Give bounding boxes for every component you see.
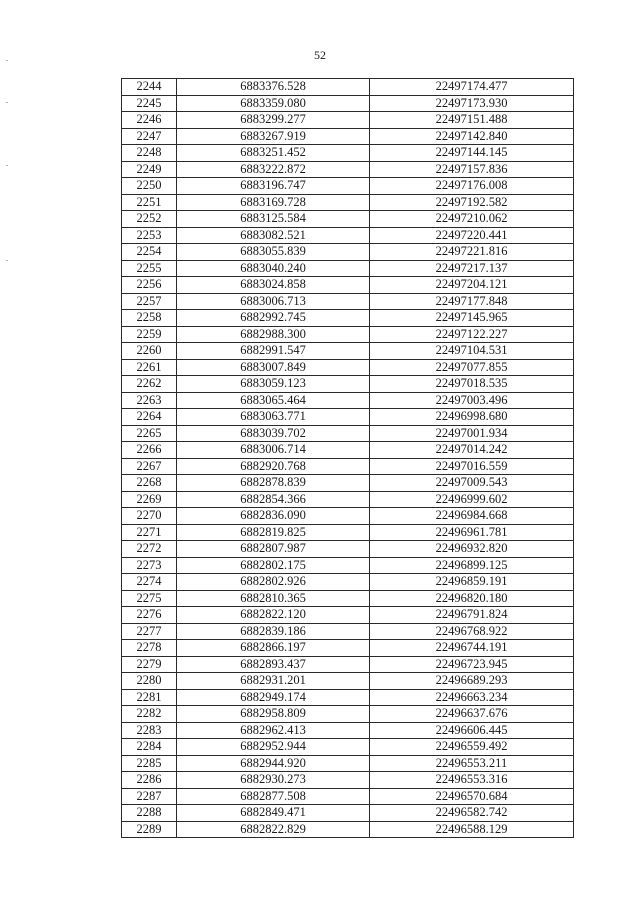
x-coordinate-cell: 6883125.584 <box>177 211 370 228</box>
table-row <box>122 227 574 244</box>
point-number-cell: 2271 <box>122 524 177 541</box>
y-coordinate-cell: 22496932.820 <box>370 541 574 558</box>
table-row <box>122 640 574 657</box>
point-number-cell: 2257 <box>122 293 177 310</box>
y-coordinate-cell: 22496820.180 <box>370 590 574 607</box>
scan-specks <box>6 60 10 280</box>
table-row <box>122 409 574 426</box>
x-coordinate-cell: 6882810.365 <box>177 590 370 607</box>
table-row <box>122 788 574 805</box>
x-coordinate-cell: 6883299.277 <box>177 112 370 129</box>
y-coordinate-cell: 22496899.125 <box>370 557 574 574</box>
point-number-cell: 2268 <box>122 475 177 492</box>
point-number-cell: 2261 <box>122 359 177 376</box>
y-coordinate-cell: 22497192.582 <box>370 194 574 211</box>
table-row <box>122 392 574 409</box>
x-coordinate-cell: 6883007.849 <box>177 359 370 376</box>
x-coordinate-cell: 6882962.413 <box>177 722 370 739</box>
x-coordinate-cell: 6882944.920 <box>177 755 370 772</box>
point-number-cell: 2281 <box>122 689 177 706</box>
y-coordinate-cell: 22497221.816 <box>370 244 574 261</box>
y-coordinate-cell: 22496637.676 <box>370 706 574 723</box>
table-row <box>122 277 574 294</box>
table-row <box>122 145 574 162</box>
x-coordinate-cell: 6882839.186 <box>177 623 370 640</box>
point-number-cell: 2264 <box>122 409 177 426</box>
point-number-cell: 2288 <box>122 805 177 822</box>
x-coordinate-cell: 6882849.471 <box>177 805 370 822</box>
table-row <box>122 161 574 178</box>
y-coordinate-cell: 22496588.129 <box>370 821 574 838</box>
x-coordinate-cell: 6882802.926 <box>177 574 370 591</box>
table-row <box>122 656 574 673</box>
x-coordinate-cell: 6882866.197 <box>177 640 370 657</box>
x-coordinate-cell: 6883196.747 <box>177 178 370 195</box>
y-coordinate-cell: 22496553.316 <box>370 772 574 789</box>
y-coordinate-cell: 22497104.531 <box>370 343 574 360</box>
point-number-cell: 2280 <box>122 673 177 690</box>
x-coordinate-cell: 6882920.768 <box>177 458 370 475</box>
table-row <box>122 326 574 343</box>
point-number-cell: 2262 <box>122 376 177 393</box>
x-coordinate-cell: 6883359.080 <box>177 95 370 112</box>
point-number-cell: 2250 <box>122 178 177 195</box>
y-coordinate-cell: 22496998.680 <box>370 409 574 426</box>
x-coordinate-cell: 6882807.987 <box>177 541 370 558</box>
x-coordinate-cell: 6883039.702 <box>177 425 370 442</box>
y-coordinate-cell: 22497220.441 <box>370 227 574 244</box>
point-number-cell: 2266 <box>122 442 177 459</box>
table-row <box>122 112 574 129</box>
x-coordinate-cell: 6883055.839 <box>177 244 370 261</box>
point-number-cell: 2284 <box>122 739 177 756</box>
y-coordinate-cell: 22496663.234 <box>370 689 574 706</box>
table-row <box>122 524 574 541</box>
table-row <box>122 805 574 822</box>
y-coordinate-cell: 22497174.477 <box>370 79 574 96</box>
point-number-cell: 2259 <box>122 326 177 343</box>
table-row <box>122 244 574 261</box>
y-coordinate-cell: 22496723.945 <box>370 656 574 673</box>
x-coordinate-cell: 6882992.745 <box>177 310 370 327</box>
x-coordinate-cell: 6883267.919 <box>177 128 370 145</box>
x-coordinate-cell: 6883006.714 <box>177 442 370 459</box>
table-row <box>122 541 574 558</box>
y-coordinate-cell: 22496984.668 <box>370 508 574 525</box>
y-coordinate-cell: 22496582.742 <box>370 805 574 822</box>
x-coordinate-cell: 6882877.508 <box>177 788 370 805</box>
point-number-cell: 2254 <box>122 244 177 261</box>
table-row <box>122 821 574 838</box>
y-coordinate-cell: 22497177.848 <box>370 293 574 310</box>
x-coordinate-cell: 6882893.437 <box>177 656 370 673</box>
x-coordinate-cell: 6882878.839 <box>177 475 370 492</box>
x-coordinate-cell: 6883376.528 <box>177 79 370 96</box>
y-coordinate-cell: 22496768.922 <box>370 623 574 640</box>
y-coordinate-cell: 22497009.543 <box>370 475 574 492</box>
table-row <box>122 359 574 376</box>
point-number-cell: 2248 <box>122 145 177 162</box>
y-coordinate-cell: 22497176.008 <box>370 178 574 195</box>
table-row <box>122 310 574 327</box>
x-coordinate-cell: 6882930.273 <box>177 772 370 789</box>
coordinates-table-body <box>122 79 574 838</box>
y-coordinate-cell: 22497144.145 <box>370 145 574 162</box>
coordinates-table <box>121 78 574 838</box>
point-number-cell: 2279 <box>122 656 177 673</box>
y-coordinate-cell: 22497151.488 <box>370 112 574 129</box>
x-coordinate-cell: 6882819.825 <box>177 524 370 541</box>
point-number-cell: 2275 <box>122 590 177 607</box>
point-number-cell: 2253 <box>122 227 177 244</box>
x-coordinate-cell: 6883024.858 <box>177 277 370 294</box>
table-row <box>122 79 574 96</box>
table-row <box>122 211 574 228</box>
y-coordinate-cell: 22497145.965 <box>370 310 574 327</box>
y-coordinate-cell: 22496961.781 <box>370 524 574 541</box>
x-coordinate-cell: 6882991.547 <box>177 343 370 360</box>
table-row <box>122 689 574 706</box>
table-row <box>122 772 574 789</box>
table-row <box>122 260 574 277</box>
point-number-cell: 2272 <box>122 541 177 558</box>
point-number-cell: 2287 <box>122 788 177 805</box>
table-row <box>122 574 574 591</box>
point-number-cell: 2289 <box>122 821 177 838</box>
point-number-cell: 2247 <box>122 128 177 145</box>
table-row <box>122 343 574 360</box>
y-coordinate-cell: 22497217.137 <box>370 260 574 277</box>
x-coordinate-cell: 6883082.521 <box>177 227 370 244</box>
point-number-cell: 2282 <box>122 706 177 723</box>
table-row <box>122 475 574 492</box>
x-coordinate-cell: 6883040.240 <box>177 260 370 277</box>
y-coordinate-cell: 22497016.559 <box>370 458 574 475</box>
x-coordinate-cell: 6883059.123 <box>177 376 370 393</box>
point-number-cell: 2251 <box>122 194 177 211</box>
y-coordinate-cell: 22496559.492 <box>370 739 574 756</box>
point-number-cell: 2269 <box>122 491 177 508</box>
y-coordinate-cell: 22497122.227 <box>370 326 574 343</box>
table-row <box>122 607 574 624</box>
table-row <box>122 178 574 195</box>
point-number-cell: 2246 <box>122 112 177 129</box>
y-coordinate-cell: 22496999.602 <box>370 491 574 508</box>
x-coordinate-cell: 6882836.090 <box>177 508 370 525</box>
table-row <box>122 557 574 574</box>
y-coordinate-cell: 22497210.062 <box>370 211 574 228</box>
table-row <box>122 194 574 211</box>
x-coordinate-cell: 6883006.713 <box>177 293 370 310</box>
point-number-cell: 2252 <box>122 211 177 228</box>
y-coordinate-cell: 22496606.445 <box>370 722 574 739</box>
point-number-cell: 2278 <box>122 640 177 657</box>
table-row <box>122 376 574 393</box>
point-number-cell: 2260 <box>122 343 177 360</box>
point-number-cell: 2249 <box>122 161 177 178</box>
x-coordinate-cell: 6883222.872 <box>177 161 370 178</box>
table-row <box>122 508 574 525</box>
table-row <box>122 755 574 772</box>
x-coordinate-cell: 6883063.771 <box>177 409 370 426</box>
point-number-cell: 2244 <box>122 79 177 96</box>
x-coordinate-cell: 6882949.174 <box>177 689 370 706</box>
y-coordinate-cell: 22497014.242 <box>370 442 574 459</box>
table-row <box>122 722 574 739</box>
point-number-cell: 2274 <box>122 574 177 591</box>
point-number-cell: 2285 <box>122 755 177 772</box>
y-coordinate-cell: 22497077.855 <box>370 359 574 376</box>
y-coordinate-cell: 22496570.684 <box>370 788 574 805</box>
point-number-cell: 2270 <box>122 508 177 525</box>
table-row <box>122 673 574 690</box>
table-row <box>122 706 574 723</box>
point-number-cell: 2255 <box>122 260 177 277</box>
y-coordinate-cell: 22496791.824 <box>370 607 574 624</box>
table-row <box>122 623 574 640</box>
point-number-cell: 2256 <box>122 277 177 294</box>
table-row <box>122 458 574 475</box>
table-row <box>122 128 574 145</box>
point-number-cell: 2277 <box>122 623 177 640</box>
y-coordinate-cell: 22497157.836 <box>370 161 574 178</box>
x-coordinate-cell: 6882952.944 <box>177 739 370 756</box>
table-row <box>122 442 574 459</box>
point-number-cell: 2258 <box>122 310 177 327</box>
y-coordinate-cell: 22497001.934 <box>370 425 574 442</box>
table-row <box>122 425 574 442</box>
point-number-cell: 2283 <box>122 722 177 739</box>
y-coordinate-cell: 22497018.535 <box>370 376 574 393</box>
x-coordinate-cell: 6883251.452 <box>177 145 370 162</box>
y-coordinate-cell: 22497173.930 <box>370 95 574 112</box>
x-coordinate-cell: 6882802.175 <box>177 557 370 574</box>
table-row <box>122 491 574 508</box>
table-row <box>122 739 574 756</box>
y-coordinate-cell: 22497003.496 <box>370 392 574 409</box>
point-number-cell: 2286 <box>122 772 177 789</box>
point-number-cell: 2265 <box>122 425 177 442</box>
point-number-cell: 2245 <box>122 95 177 112</box>
point-number-cell: 2267 <box>122 458 177 475</box>
x-coordinate-cell: 6882988.300 <box>177 326 370 343</box>
x-coordinate-cell: 6883065.464 <box>177 392 370 409</box>
y-coordinate-cell: 22496744.191 <box>370 640 574 657</box>
x-coordinate-cell: 6882958.809 <box>177 706 370 723</box>
y-coordinate-cell: 22497204.121 <box>370 277 574 294</box>
x-coordinate-cell: 6882822.120 <box>177 607 370 624</box>
table-row <box>122 95 574 112</box>
x-coordinate-cell: 6882854.366 <box>177 491 370 508</box>
table-row <box>122 590 574 607</box>
x-coordinate-cell: 6883169.728 <box>177 194 370 211</box>
point-number-cell: 2276 <box>122 607 177 624</box>
point-number-cell: 2263 <box>122 392 177 409</box>
page-number: 52 <box>314 48 326 62</box>
point-number-cell: 2273 <box>122 557 177 574</box>
y-coordinate-cell: 22497142.840 <box>370 128 574 145</box>
x-coordinate-cell: 6882931.201 <box>177 673 370 690</box>
y-coordinate-cell: 22496553.211 <box>370 755 574 772</box>
y-coordinate-cell: 22496689.293 <box>370 673 574 690</box>
y-coordinate-cell: 22496859.191 <box>370 574 574 591</box>
table-row <box>122 293 574 310</box>
x-coordinate-cell: 6882822.829 <box>177 821 370 838</box>
